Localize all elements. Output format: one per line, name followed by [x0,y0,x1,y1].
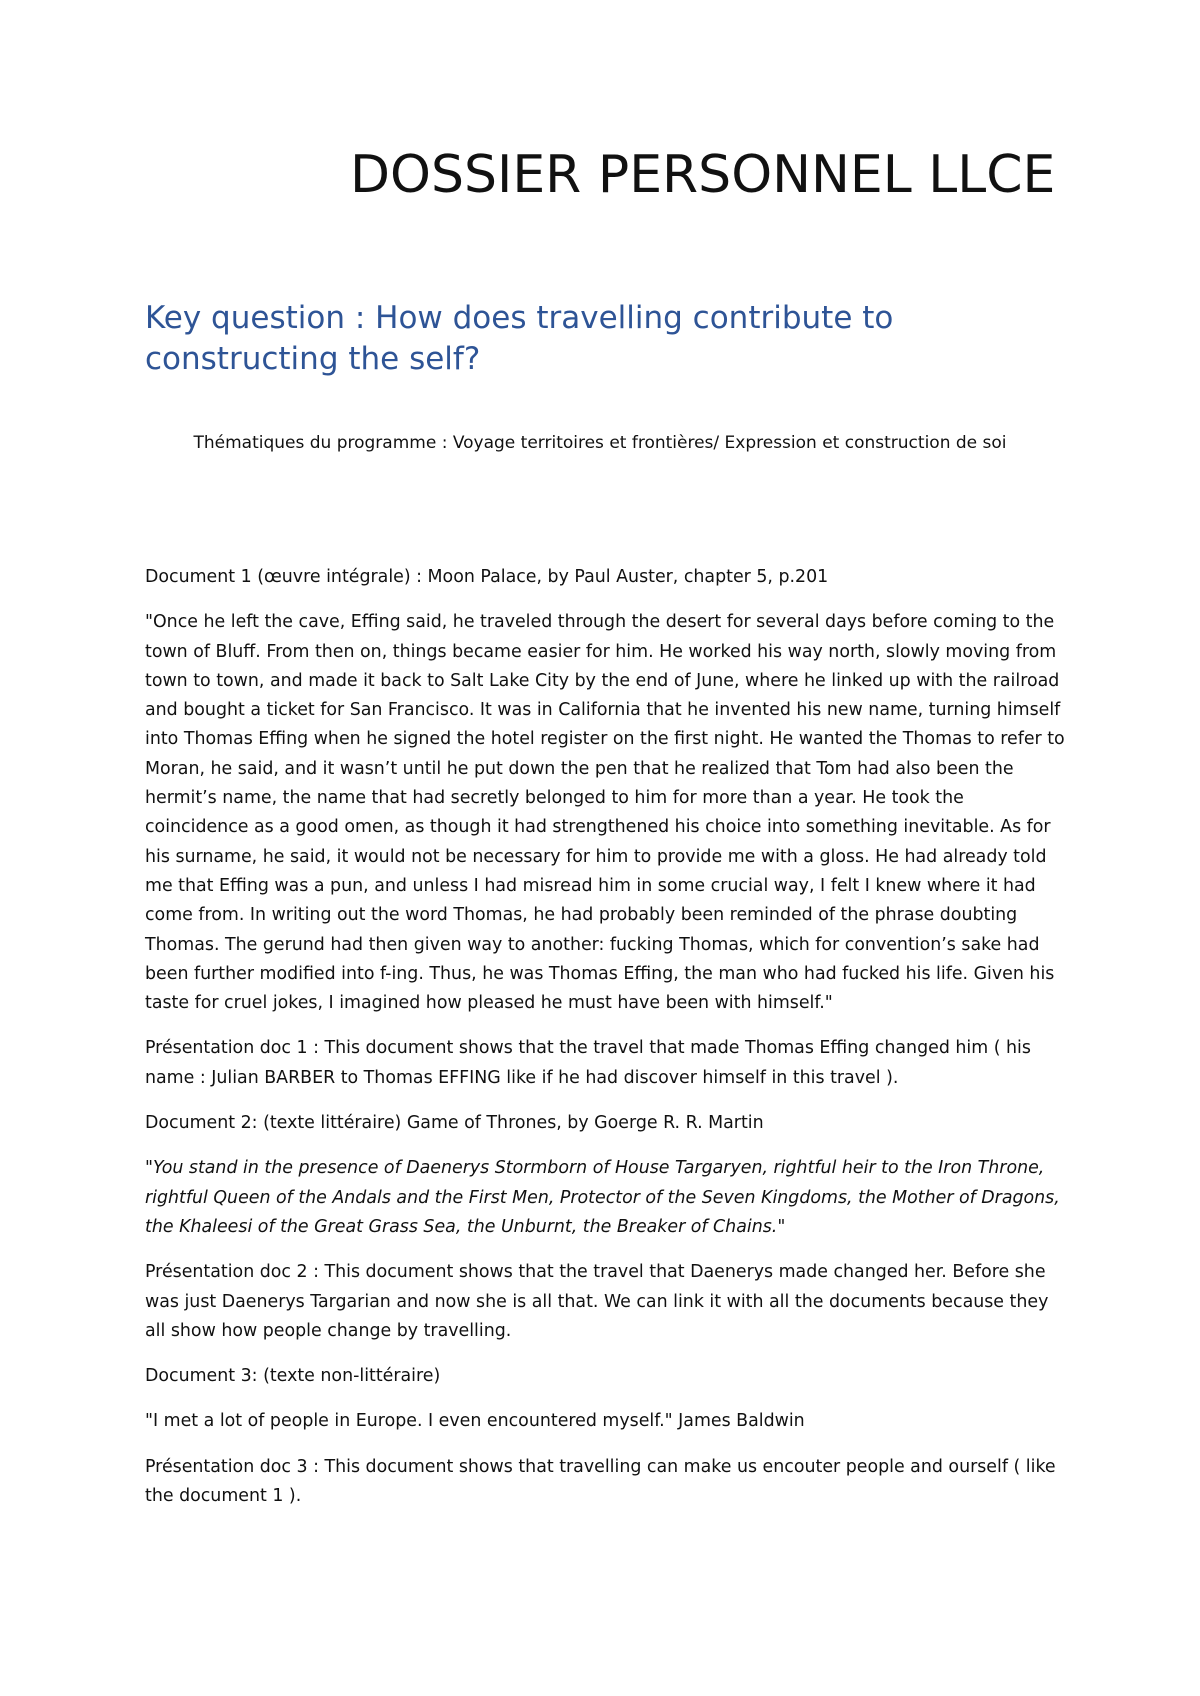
document-2-presentation: Présentation doc 2 : This document shows that the travel that Daenerys made changed her. Before she was just Daenerys Targarian and now she is all that. We can link it with all the documents because they all show how people change by travelling. [145,1262,1049,1341]
document-2-quote [145,1154,1065,1242]
quote-open-mark: " [145,1158,153,1179]
document-3-heading: Document 3: (texte non-littéraire) [145,1366,441,1387]
documents-section [145,563,1065,1527]
document-1-presentation: Présentation doc 1 : This document shows that the travel that made Thomas Effing changed him ( his name : Julian BARBER to Thomas EFFING like if he had discover himself in this travel ). [145,1038,1031,1088]
document-3-presentation: Présentation doc 3 : This document shows that travelling can make us encouter people and ourself ( like the document 1 ). [145,1456,1056,1507]
document-3-quote: "I met a lot of people in Europe. I even encountered myself." James Baldwin [145,1411,805,1432]
quote-close-mark: " [777,1216,786,1237]
document-title: DOSSIER PERSONNEL LLCE [350,145,1056,205]
document-1-quote: "Once he left the cave, Effing said, he traveled through the desert for several days before coming to the town of Bluff. From then on, things became easier for him. He worked his way north, slowly moving from town to town, and made it back to Salt Lake City by the end of June, where he linked up with the railroad and bought a ticket for San Francisco. It was in California that he invented his new name, turning himself into Thomas Effing when he signed the hotel register on the first night. He wanted the Thomas to refer to Moran, he said, and it wasn’t until he put down the pen that he realized that Tom had also been the hermit’s name, the name that had secretly belonged to him for more than a year. He took the coincidence as a good omen, as though it had strengthened his choice into something inevitable. As for his surname, he said, it would not be necessary for him to provide me with a gloss. He had already told me that Effing was a pun, and unless I had misread him in some crucial way, I felt I knew where it had come from. In writing out the word Thomas, he had probably been reminded of the phrase doubting Thomas. The gerund had then given way to another: fucking Thomas, which for convention’s sake had been further modified into f-ing. Thus, he was Thomas Effing, the man who had fucked his life. Given his taste for cruel jokes, I imagined how pleased he must have been with himself." [145,612,1065,1014]
key-question: Key question : How does travelling contribute to constructing the self? [145,300,894,377]
thematiques-line: Thématiques du programme : Voyage territoires et frontières/ Expression et construction de soi [193,433,1007,453]
document-2-quote-italic: You stand in the presence of Daenerys Stormborn of House Targaryen, rightful heir to the Iron Throne, rightful Queen of the Andals and the First Men, Protector of the Seven Kingdoms, the Mother of Dragons, the Khaleesi of the Great Grass Sea, the Unburnt, the Breaker of Chains. [145,1158,1060,1237]
document-2-heading: Document 2: (texte littéraire) Game of Thrones, by Goerge R. R. Martin [145,1113,764,1134]
document-1-heading: Document 1 (œuvre intégrale) : Moon Palace, by Paul Auster, chapter 5, p.201 [145,567,829,587]
